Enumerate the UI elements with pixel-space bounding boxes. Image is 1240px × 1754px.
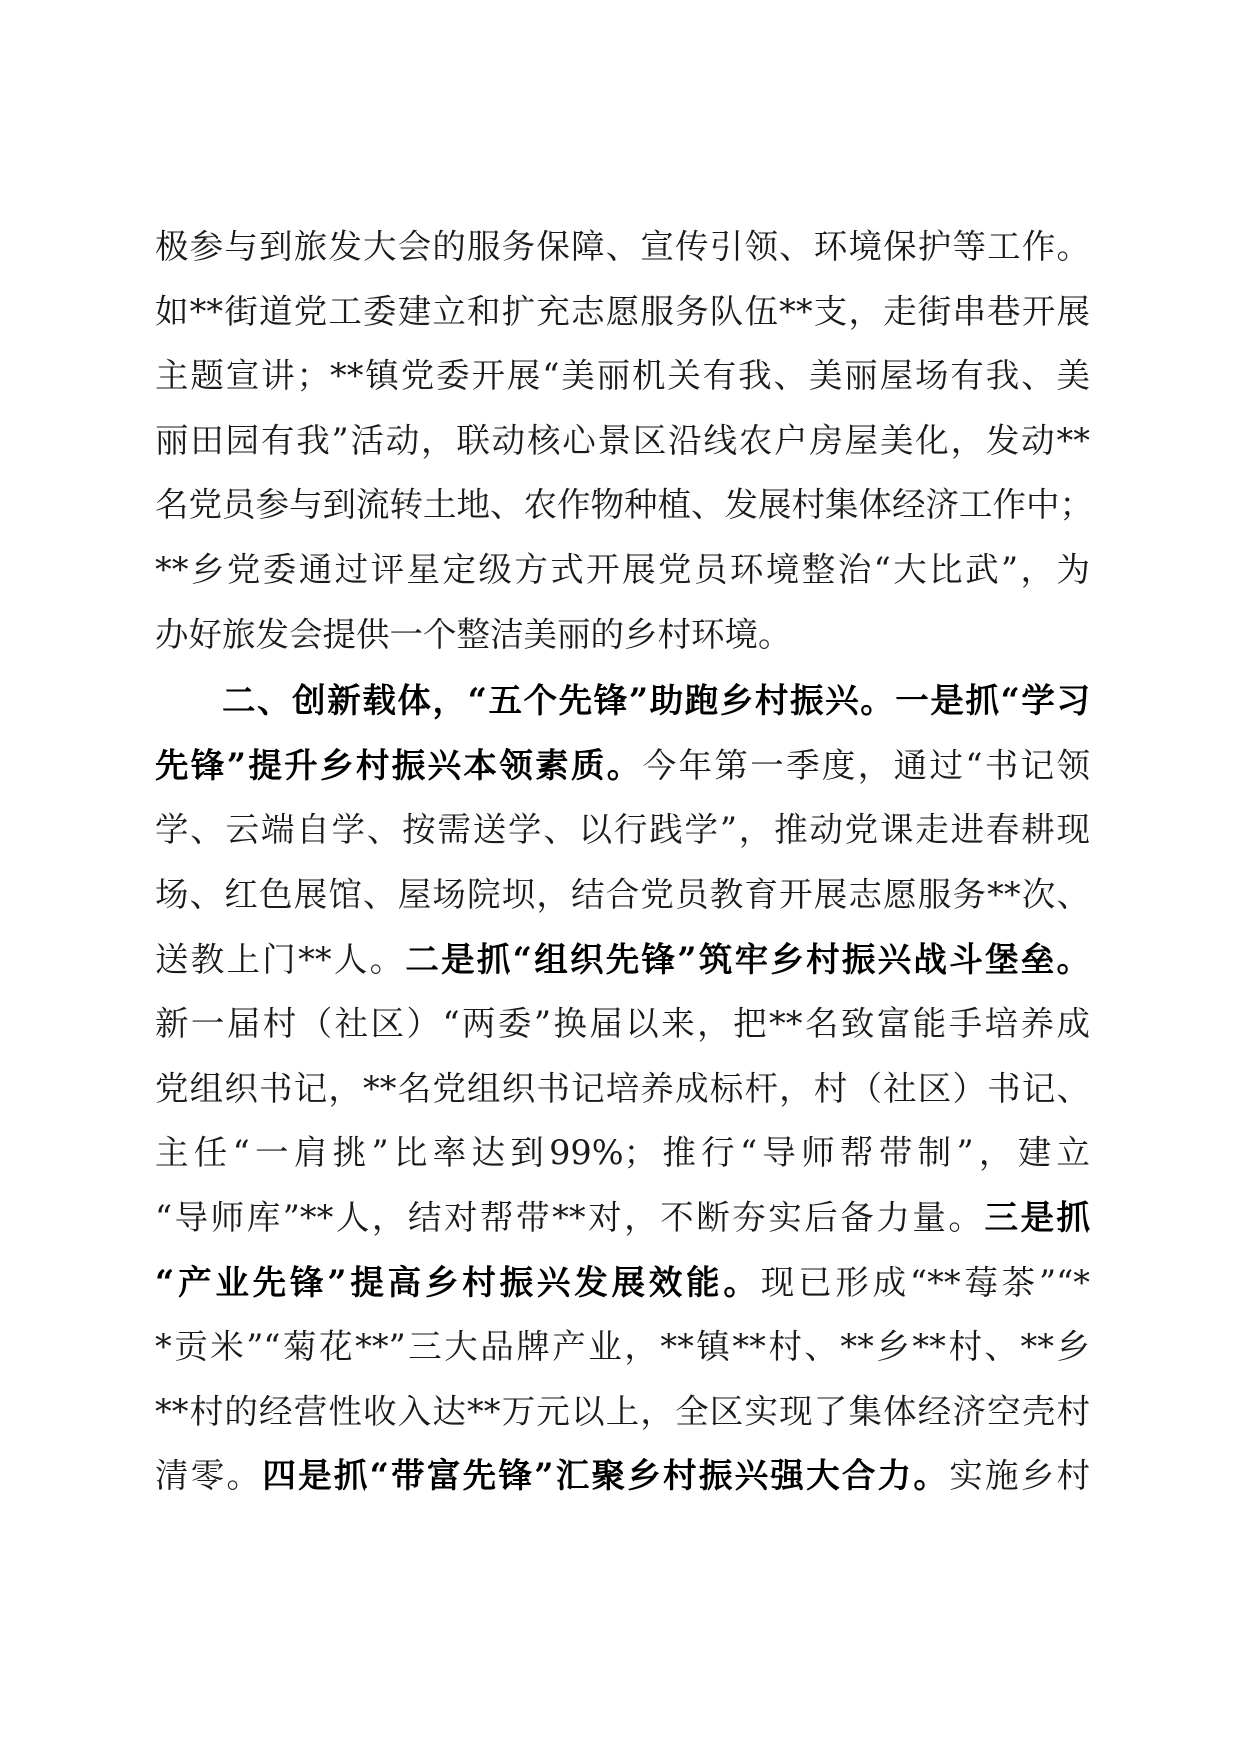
paragraph-2-line-13 (155, 1444, 1090, 1509)
section-heading: 二、创新载体，“五个先锋”助跑乡村振兴。一是抓“学习 (222, 681, 1090, 721)
paragraph-1-line-4: 丽田园有我”活动，联动核心景区沿线农户房屋美化，发动** (155, 420, 1090, 460)
body-text (155, 215, 1093, 1509)
paragraph-2-line-9 (155, 1186, 1090, 1251)
point-1-text-start: 今年第一季度，通过“书记领 (642, 745, 1090, 785)
paragraph-1-line-3: 主题宣讲；**镇党委开展“美丽机关有我、美丽屋场有我、美 (155, 356, 1090, 396)
paragraph-1-line-1: 极参与到旅发大会的服务保障、宣传引领、环境保护等工作。 (155, 227, 1090, 266)
paragraph-2-line-7: 党组织书记，**名党组织书记培养成标杆，村（社区）书记、 (155, 1068, 1090, 1108)
point-1-text-end: 送教上门**人。 (155, 939, 406, 979)
paragraph-2-line-11: *贡米”“菊花**”三大品牌产业，**镇**村、**乡**村、**乡 (155, 1327, 1090, 1367)
paragraph-2-line-8: 主任“一肩挑”比率达到99%；推行“导师帮带制”，建立 (155, 1133, 1090, 1173)
point-3-text-end: 清零。 (155, 1456, 263, 1496)
paragraph-2-line-10 (155, 1251, 1090, 1316)
point-1-heading-end: 先锋”提升乡村振兴本领素质。 (155, 745, 643, 785)
point-3-heading-start: 三是抓 (984, 1197, 1090, 1237)
paragraph-2-line-2 (155, 734, 1090, 799)
paragraph-2-line-6: 新一届村（社区）“两委”换届以来，把**名致富能手培养成 (155, 1004, 1090, 1044)
paragraph-1-line-2: 如**街道党工委建立和扩充志愿服务队伍**支，走街串巷开展 (155, 291, 1090, 331)
point-4-text-start: 实施乡村 (949, 1456, 1091, 1496)
paragraph-2-line-1 (155, 669, 1090, 734)
paragraph-2-line-3: 学、云端自学、按需送学、以行践学”，推动党课走进春耕现 (155, 810, 1090, 850)
paragraph-2-line-5 (155, 928, 1090, 993)
paragraph-2-line-4: 场、红色展馆、屋场院坝，结合党员教育开展志愿服务**次、 (155, 874, 1090, 914)
point-2-text-end: “导师库”**人，结对帮带**对，不断夯实后备力量。 (155, 1197, 985, 1237)
point-3-text-start: 现已形成“**莓茶”“* (760, 1262, 1090, 1302)
paragraph-1-line-7: 办好旅发会提供一个整洁美丽的乡村环境。 (155, 614, 792, 654)
point-2-heading: 二是抓“组织先锋”筑牢乡村振兴战斗堡垒。 (405, 939, 1090, 979)
paragraph-1-line-5: 名党员参与到流转土地、农作物种植、发展村集体经济工作中； (155, 485, 1093, 525)
paragraph-1-line-6: **乡党委通过评星定级方式开展党员环境整治“大比武”，为 (155, 549, 1090, 589)
paragraph-2-line-12: **村的经营性收入达**万元以上，全区实现了集体经济空壳村 (155, 1391, 1090, 1431)
point-3-heading-end: “产业先锋”提高乡村振兴发展效能。 (155, 1262, 761, 1302)
point-4-heading: 四是抓“带富先锋”汇聚乡村振兴强大合力。 (262, 1456, 950, 1496)
